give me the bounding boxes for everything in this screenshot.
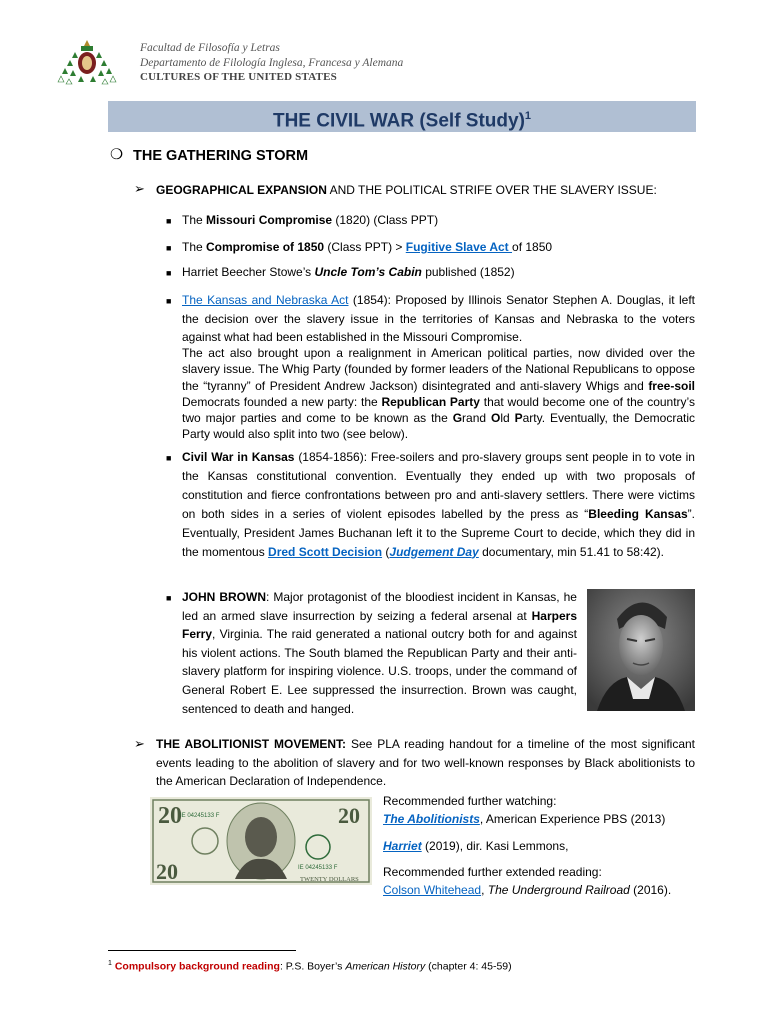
bullet-5: ■: [166, 453, 172, 463]
bullet-6: ■: [166, 593, 172, 603]
john-brown-portrait: [587, 589, 695, 711]
item-civil-war-kansas: Civil War in Kansas (1854-1856): Free-soilers and pro-slavery groups sent people in to vote in the Kansas constitutional convention. Eventually they ended up with two proposals of constitution and fierce confrontations between pro and anti-slavery settlers. There were victims on both sides in a series of violent episodes labelled by the press as “Bleeding Kansas”. Eventually, President James Buchanan left it to the Supreme Court to decide, which they did in the momentous Dred Scott Decision (Judgement Day documentary, min 51.41 to 58:42).: [182, 450, 695, 559]
kansas-nebraska-act-link[interactable]: The Kansas and Nebraska Act: [182, 293, 349, 307]
reading-item-underground-railroad: Colson Whitehead, The Underground Railroad (2016).: [383, 883, 672, 897]
watch-heading: Recommended further watching:: [383, 794, 557, 808]
item-john-brown: JOHN BROWN: Major protagonist of the bloodiest incident in Kansas, he led an armed slave insurrection by seizing a federal arsenal at Harpers Ferry, Virginia. The raid generated a national outcry both for and against his violent actions. The South blamed the Republican Party and their anti-slavery platform for inspiring violence. U.S. troops, under the command of General Robert E. Lee suppressed the insurrection. Brown was caught, sentenced to death and hanged.: [182, 590, 577, 716]
sub-arrow-2: ➢: [134, 736, 145, 751]
twenty-dollar-banknote: [150, 797, 372, 885]
title-band: [108, 101, 696, 132]
footnote: $^1$ Compulsory background reading: P.S. Boyer’s American History (chapter 4: 45-59): [108, 960, 512, 973]
section-marker: ❍: [110, 147, 123, 163]
the-abolitionists-link[interactable]: The Abolitionists: [383, 812, 480, 826]
denomination-bottom-left: 20: [156, 859, 178, 884]
header-department: Departamento de Filología Inglesa, Francesa y Alemana: [140, 57, 404, 69]
item-kansas-nebraska-para2: The act also brought upon a realignment in American political parties, now divided over the slavery issue. The Whig Party (founded by former leaders of the National Republicans to oppose the “tyranny” of President Andrew Jackson) disintegrated and anti-slavery Whigs and free-soil Democrats founded a new party: the Republican Party that would become one of the country’s two major parties and come to be known as the Grand Old Party. Eventually, the Democratic Party would also split into two (see below).: [182, 346, 695, 442]
denomination-top-left: 20: [158, 803, 182, 829]
sub-arrow-1: ➢: [134, 181, 145, 196]
footnote-ref[interactable]: 1: [524, 110, 532, 122]
reading-heading: Recommended further extended reading:: [383, 865, 602, 879]
harriet-link[interactable]: Harriet: [383, 839, 422, 853]
judgement-day-link[interactable]: Judgement Day: [389, 544, 479, 559]
section-heading: THE GATHERING STORM: [133, 148, 309, 164]
university-crest-logo: [52, 36, 122, 88]
bullet-4: ■: [166, 296, 172, 306]
bullet-2: ■: [166, 243, 172, 253]
sub-heading-abolitionist: THE ABOLITIONIST MOVEMENT: See PLA reading handout for a timeline of the most significant events leading to the abolition of slavery and for two well-known responses by Black abolitionists to the American Declaration of Independence.: [156, 737, 695, 789]
header-course: CULTURES OF THE UNITED STATES: [140, 71, 337, 83]
item-missouri: The Missouri Compromise (1820) (Class PPT): [182, 213, 439, 227]
colson-whitehead-link[interactable]: Colson Whitehead: [383, 883, 482, 897]
item-uncle-tom: Harriet Beecher Stowe’s Uncle Tom’s Cabin published (1852): [182, 265, 515, 279]
dred-scott-link[interactable]: Dred Scott Decision: [268, 544, 383, 559]
fugitive-slave-act-link[interactable]: Fugitive Slave Act: [405, 240, 513, 254]
bullet-1: ■: [166, 216, 172, 226]
sub-heading-expansion: GEOGRAPHICAL EXPANSION AND THE POLITICAL STRIFE OVER THE SLAVERY ISSUE:: [156, 183, 657, 197]
denomination-top-right: 20: [338, 803, 360, 828]
serial-top: IE 04245133 F: [180, 813, 220, 819]
watch-item-harriet: Harriet (2019), dir. Kasi Lemmons,: [383, 839, 569, 853]
serial-bottom: IE 04245133 F: [298, 865, 338, 871]
twenty-dollars-text: TWENTY DOLLARS: [300, 876, 359, 883]
watch-item-abolitionists: The Abolitionists, American Experience PBS (2013): [383, 812, 666, 826]
page-title: THE CIVIL WAR (Self Study)$^1$: [272, 110, 532, 132]
bullet-3: ■: [166, 268, 172, 278]
item-compromise-1850: The Compromise of 1850 (Class PPT) > Fugitive Slave Act of 1850: [182, 240, 553, 254]
header-faculty: Facultad de Filosofía y Letras: [140, 42, 280, 54]
footnote-separator: [108, 950, 296, 951]
item-kansas-nebraska: The Kansas and Nebraska Act (1854): Proposed by Illinois Senator Stephen A. Douglas, it left the decision over the slavery issue in the territories of Kansas and Nebraska to the voters against what had been established in the Missouri Compromise.: [182, 293, 696, 344]
